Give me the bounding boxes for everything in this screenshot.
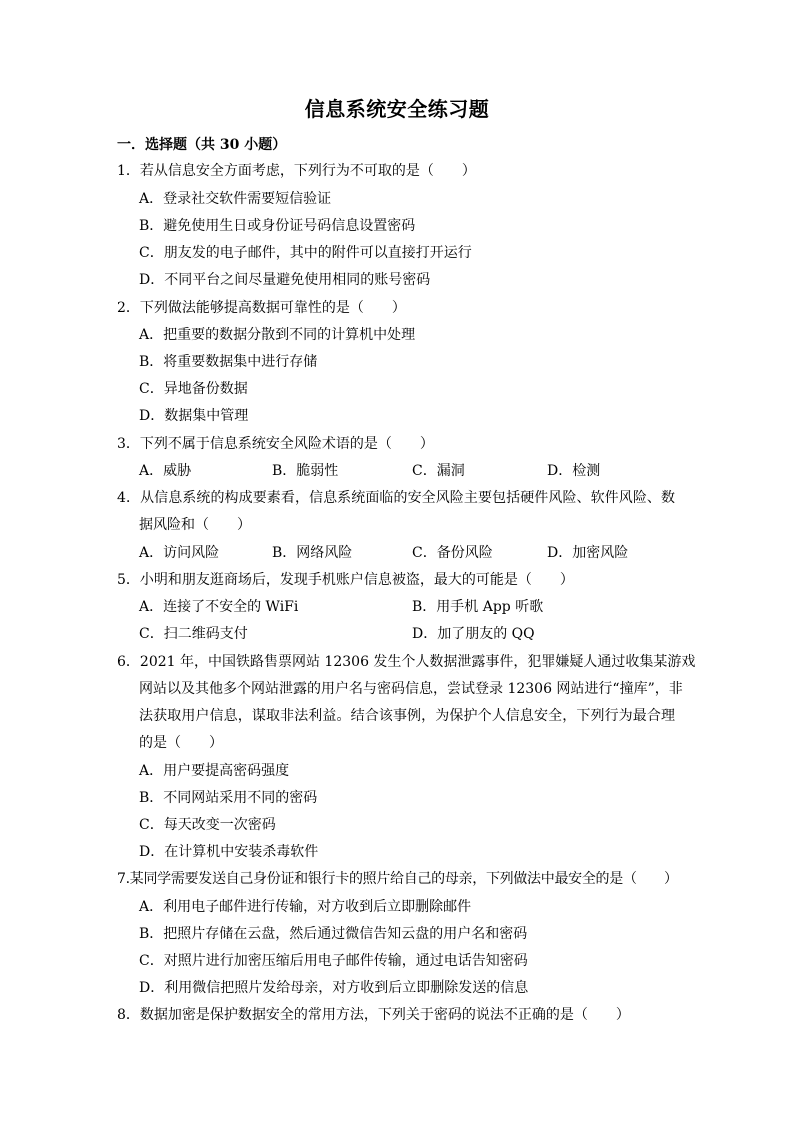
question-6-option-c: C．每天改变一次密码 <box>139 817 276 833</box>
question-2-stem: 2．下列做法能够提高数据可靠性的是（ ） <box>117 300 406 316</box>
question-7-stem: 7.某同学需要发送自己身份证和银行卡的照片给自己的母亲，下列做法中最安全的是（ ） <box>117 871 678 887</box>
question-1-option-b: B．避免使用生日或身份证号码信息设置密码 <box>139 218 416 234</box>
question-2-option-d: D．数据集中管理 <box>139 408 249 424</box>
question-6-option-d: D．在计算机中安装杀毒软件 <box>139 844 319 860</box>
question-6-stem-line-2: 网站以及其他多个网站泄露的用户名与密码信息，尝试登录 12306 网站进行“撞库”，非 <box>139 681 683 697</box>
question-7-option-a: A．利用电子邮件进行传输，对方收到后立即删除邮件 <box>139 899 472 915</box>
question-4-option-c: C．备份风险 <box>412 545 493 561</box>
question-5-option-b: B．用手机 App 听歌 <box>412 599 544 615</box>
section-heading: 一．选择题（共 30 小题） <box>117 137 287 153</box>
question-1-option-a: A．登录社交软件需要短信验证 <box>139 191 332 207</box>
question-6-stem-line-1: 6．2021 年，中国铁路售票网站 12306 发生个人数据泄露事件，犯罪嫌疑人通过收集某游戏 <box>117 654 696 670</box>
page-title: 信息系统安全练习题 <box>304 97 490 121</box>
question-3-option-d: D．检测 <box>547 463 601 479</box>
question-6-option-a: A．用户要提高密码强度 <box>139 763 290 779</box>
question-2-option-a: A．把重要的数据分散到不同的计算机中处理 <box>139 327 416 343</box>
question-4-stem-line-2: 据风险和（ ） <box>139 517 251 533</box>
question-3-option-a: A．威胁 <box>139 463 192 479</box>
question-7-option-c: C．对照片进行加密压缩后用电子邮件传输，通过电话告知密码 <box>139 953 528 969</box>
question-1-option-d: D．不同平台之间尽量避免使用相同的账号密码 <box>139 272 431 288</box>
question-4-stem-line-1: 4．从信息系统的构成要素看，信息系统面临的安全风险主要包括硬件风险、软件风险、数 <box>117 490 675 506</box>
question-8-stem: 8．数据加密是保护数据安全的常用方法，下列关于密码的说法不正确的是（ ） <box>117 1007 630 1023</box>
question-5-option-c: C．扫二维码支付 <box>139 626 248 642</box>
question-5-stem: 5．小明和朋友逛商场后，发现手机账户信息被盗，最大的可能是（ ） <box>117 572 574 588</box>
question-7-option-b: B．把照片存储在云盘，然后通过微信告知云盘的用户名和密码 <box>139 926 528 942</box>
question-3-option-c: C．漏洞 <box>412 463 465 479</box>
question-1-option-c: C．朋友发的电子邮件，其中的附件可以直接打开运行 <box>139 245 472 261</box>
question-1-stem: 1．若从信息安全方面考虑，下列行为不可取的是（ ） <box>117 163 476 179</box>
question-6-stem-line-4: 的是（ ） <box>139 735 223 751</box>
question-5-option-d: D．加了朋友的 QQ <box>412 626 535 642</box>
question-3-stem: 3．下列不属于信息系统安全风险术语的是（ ） <box>117 436 434 452</box>
question-5-option-a: A．连接了不安全的 WiFi <box>139 599 299 615</box>
question-2-option-b: B．将重要数据集中进行存储 <box>139 354 318 370</box>
question-7-option-d: D．利用微信把照片发给母亲，对方收到后立即删除发送的信息 <box>139 980 529 996</box>
question-3-option-b: B．脆弱性 <box>272 463 339 479</box>
question-6-option-b: B．不同网站采用不同的密码 <box>139 790 318 806</box>
question-6-stem-line-3: 法获取用户信息，谋取非法利益。结合该事例，为保护个人信息安全，下列行为最合理 <box>139 708 675 724</box>
question-2-option-c: C．异地备份数据 <box>139 381 248 397</box>
question-4-option-b: B．网络风险 <box>272 545 353 561</box>
question-4-option-d: D．加密风险 <box>547 545 629 561</box>
question-4-option-a: A．访问风险 <box>139 545 220 561</box>
